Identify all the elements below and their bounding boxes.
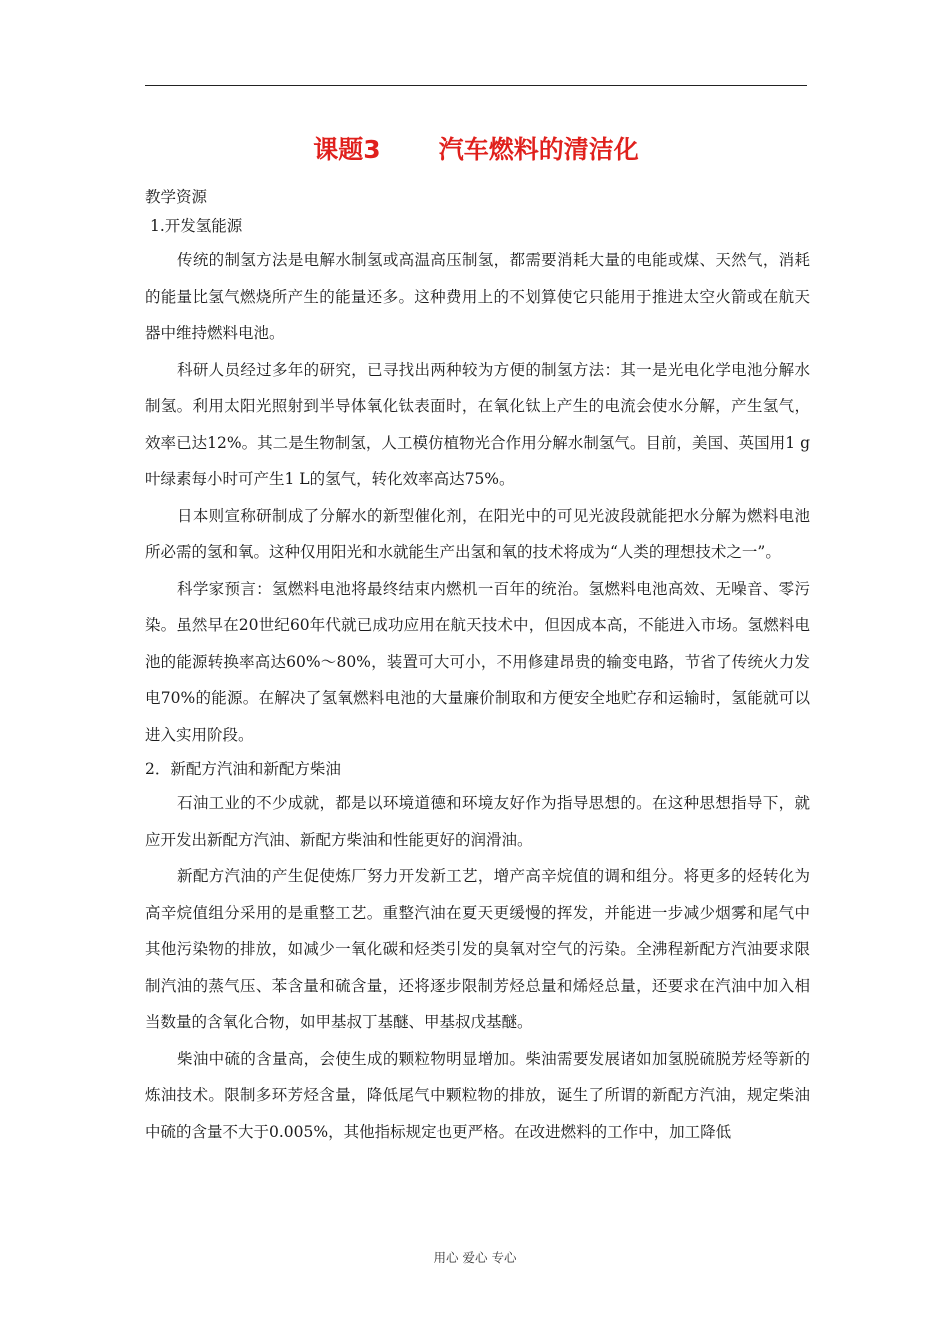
section-1-paragraph-1: 传统的制氢方法是电解水制氢或高温高压制氢，都需要消耗大量的电能或煤、天然气，消耗的能量比氢气燃烧所产生的能量还多。这种费用上的不划算使它只能用于推进太空火箭或在航天器中维持燃料电池。: [145, 251, 810, 342]
title-lesson-number: 课题3: [313, 135, 381, 164]
section-1-paragraph-3: 日本则宣称研制成了分解水的新型催化剂，在阳光中的可见光波段就能把水分解为燃料电池所必需的氢和氧。这种仅用阳光和水就能生产出氢和氧的技术将成为“人类的理想技术之一”。: [145, 506, 810, 561]
page-title: [145, 132, 807, 168]
section-1-paragraph-4: 科学家预言：氢燃料电池将最终结束内燃机一百年的统治。氢燃料电池高效、无噪音、零污染。虽然早在20世纪60年代就已成功应用在航天技术中，但因成本高，不能进入市场。氢燃料电池的能源转换率高达60%～80%，装置可大可小，不用修建昂贵的输变电路，节省了传统火力发电70%的能源。在解决了氢氧燃料电池的大量廉价制取和方便安全地贮存和运输时，氢能就可以进入实用阶段。: [145, 579, 810, 744]
section-1-heading: 1.开发氢能源: [150, 217, 243, 235]
page-footer: 用心 爱心 专心: [433, 1250, 517, 1265]
section-1-paragraph-2: 科研人员经过多年的研究，已寻找出两种较为方便的制氢方法：其一是光电化学电池分解水制氢。利用太阳光照射到半导体氧化钛表面时，在氧化钛上产生的电流会使水分解，产生氢气，效率已达12%。其二是生物制氢，人工模仿植物光合作用分解水制氢气。目前，美国、英国用1 g叶绿素每小时可产生1 L的氢气，转化效率高达75%。: [145, 360, 810, 488]
section-2-paragraph-3: 柴油中硫的含量高，会使生成的颗粒物明显增加。柴油需要发展诸如加氢脱硫脱芳烃等新的炼油技术。限制多环芳烃含量，降低尾气中颗粒物的排放，诞生了所谓的新配方汽油，规定柴油中硫的含量不大于0.005%，其他指标规定也更严格。在改进燃料的工作中，加工降低: [145, 1049, 810, 1141]
header-rule: [145, 85, 807, 86]
section-label: 教学资源: [145, 188, 208, 206]
document-body: [145, 184, 810, 1150]
section-2-paragraph-1: 石油工业的不少成就，都是以环境道德和环境友好作为指导思想的。在这种思想指导下，就应开发出新配方汽油、新配方柴油和性能更好的润滑油。: [145, 794, 810, 849]
section-2-heading: 2．新配方汽油和新配方柴油: [145, 760, 341, 778]
title-topic: 汽车燃料的清洁化: [438, 135, 639, 164]
section-2-paragraph-2: 新配方汽油的产生促使炼厂努力开发新工艺，增产高辛烷值的调和组分。将更多的烃转化为高辛烷值组分采用的是重整工艺。重整汽油在夏天更缓慢的挥发，并能进一步减少烟雾和尾气中其他污染物的排放，如减少一氧化碳和烃类引发的臭氧对空气的污染。全沸程新配方汽油要求限制汽油的蒸气压、苯含量和硫含量，还将逐步限制芳烃总量和烯烃总量，还要求在汽油中加入相当数量的含氧化合物，如甲基叔丁基醚、甲基叔戊基醚。: [145, 867, 810, 1031]
